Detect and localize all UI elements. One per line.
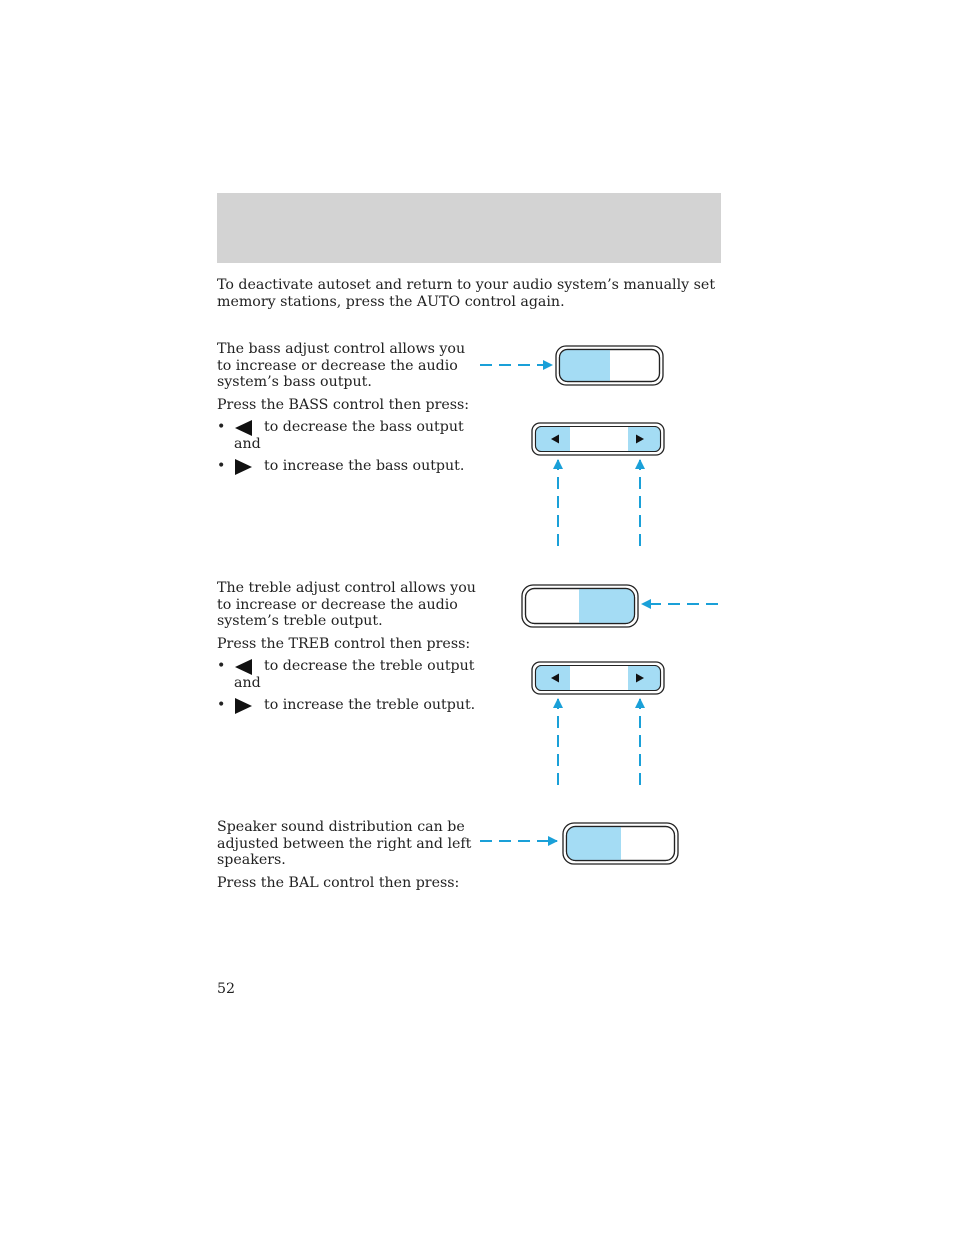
treble-button-diagram bbox=[522, 585, 638, 627]
balance-desc-line-2: adjusted between the right and left bbox=[217, 835, 472, 852]
bass-decrease-text: to decrease the bass output bbox=[264, 419, 464, 435]
intro-line-2: memory stations, press the AUTO control again. bbox=[217, 293, 565, 310]
treble-desc-line-2: to increase or decrease the audio bbox=[217, 596, 458, 613]
treble-press-instruction: Press the TREB control then press: bbox=[217, 636, 471, 652]
treble-decrease-text: to decrease the treble output bbox=[264, 658, 475, 674]
bass-desc-line-1: The bass adjust control allows you bbox=[217, 341, 466, 357]
bass-button-diagram bbox=[556, 346, 663, 385]
treble-desc-line-3: system’s treble output. bbox=[217, 613, 383, 629]
balance-button-diagram bbox=[563, 823, 678, 864]
page-number: 52 bbox=[217, 981, 236, 997]
balance-press-instruction: Press the BAL control then press: bbox=[217, 875, 460, 891]
bullet-dot: • bbox=[217, 419, 226, 435]
bass-and-text: and bbox=[234, 436, 261, 452]
bass-seek-rocker bbox=[532, 423, 664, 455]
bass-desc-line-2: to increase or decrease the audio bbox=[217, 357, 458, 374]
bullet-dot: • bbox=[217, 658, 226, 674]
bass-desc-line-3: system’s bass output. bbox=[217, 374, 372, 390]
bass-increase-text: to increase the bass output. bbox=[264, 458, 465, 474]
treble-seek-rocker bbox=[532, 662, 664, 694]
bass-press-instruction: Press the BASS control then press: bbox=[217, 397, 470, 413]
bullet-dot: • bbox=[217, 697, 226, 713]
treble-and-text: and bbox=[234, 675, 261, 691]
balance-desc-line-1: Speaker sound distribution can be bbox=[217, 819, 465, 835]
treble-desc-line-1: The treble adjust control allows you bbox=[217, 580, 476, 596]
bullet-dot: • bbox=[217, 458, 226, 474]
intro-line-1: To deactivate autoset and return to your audio system’s manually set bbox=[217, 277, 716, 293]
balance-desc-line-3: speakers. bbox=[217, 852, 286, 868]
treble-increase-text: to increase the treble output. bbox=[264, 697, 476, 713]
